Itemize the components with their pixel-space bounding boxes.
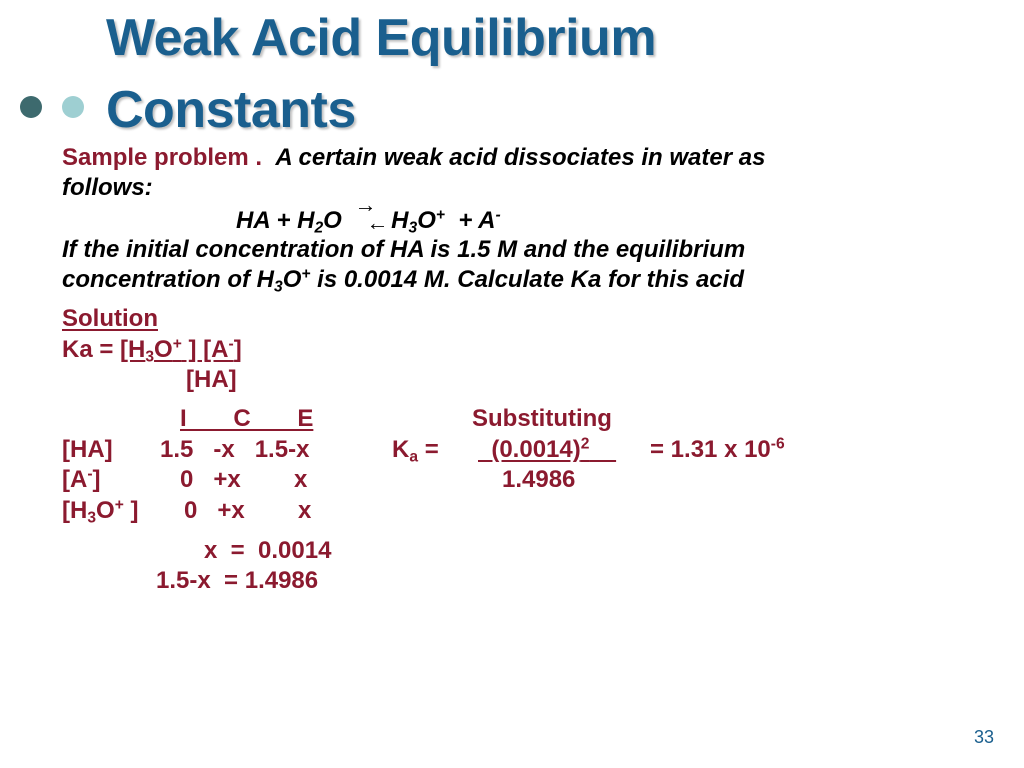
- eq-h: H: [391, 207, 409, 234]
- eq-a: + A: [458, 207, 496, 234]
- line4-sub: 3: [274, 278, 283, 296]
- problem-statement-2: follows:: [62, 174, 153, 201]
- slide-number: 33: [973, 727, 994, 747]
- ka-denominator: [HA]: [186, 366, 237, 393]
- problem-line3: If the initial concentration of HA is 1.5 M and the equilibrium: [62, 236, 746, 263]
- ka-expression: [62, 336, 242, 364]
- problem-statement-1: A certain weak acid dissociates in water as: [275, 144, 766, 171]
- reaction-equation: [236, 192, 501, 237]
- forward-arrow-icon: →: [354, 192, 377, 217]
- eq-sub-3: 3: [408, 219, 418, 237]
- eq-sub-2: 2: [314, 219, 324, 237]
- eq-o: O: [323, 207, 342, 234]
- line4-sup: +: [301, 265, 311, 283]
- eq-sup-minus: -: [495, 206, 501, 224]
- ka-substitution: $K_a$ =: [392, 436, 439, 466]
- line4-b: O: [282, 266, 302, 293]
- bullet-dot-light: [62, 96, 84, 118]
- substitution-denominator: 1.4986: [502, 466, 576, 493]
- ka-numerator: [$H_3O^+$ ] [A-]: [120, 335, 242, 366]
- substituting-label: Substituting: [472, 405, 612, 432]
- line4-a: concentration of H: [62, 266, 275, 293]
- substitution-result: = 1.31 x $10^{-6}$: [650, 435, 785, 463]
- ka-label: Ka =: [62, 336, 121, 363]
- equilibrium-arrows: [353, 192, 389, 235]
- ice-row-h3o-label: [$H_3O^+$ ]: [62, 496, 139, 527]
- slide-title-line1: Weak Acid Equilibrium: [106, 9, 657, 67]
- ice-row-h3o-values: 0 +x x: [184, 497, 312, 524]
- ice-row-ha-values: 1.5 -x 1.5-x: [160, 436, 310, 463]
- ice-header: I C E: [180, 405, 314, 432]
- ice-row-a-values: 0 +x x: [180, 466, 308, 493]
- eq-ha: HA + H: [236, 207, 315, 234]
- reverse-arrow-icon: ←: [366, 210, 389, 235]
- problem-line1: [62, 144, 765, 172]
- bullet-dot-dark: [20, 96, 42, 118]
- x-value: x = 0.0014: [204, 537, 332, 564]
- eq-sup-plus: +: [435, 206, 445, 224]
- problem-line4: [62, 266, 744, 294]
- ha-equilibrium-value: 1.5-x = 1.4986: [156, 567, 319, 594]
- sample-problem-label: Sample problem .: [62, 144, 263, 171]
- substitution-numerator: $(0.0014)^2$: [478, 435, 590, 463]
- line4-c: is 0.0014 M. Calculate Ka for this acid: [310, 266, 744, 293]
- solution-heading: Solution: [62, 305, 158, 332]
- eq-o2: O: [417, 207, 436, 234]
- ice-row-a-label: [A-]: [62, 465, 101, 493]
- ice-row-ha-label: [HA]: [62, 436, 113, 463]
- slide-title-line2: Constants: [106, 81, 356, 139]
